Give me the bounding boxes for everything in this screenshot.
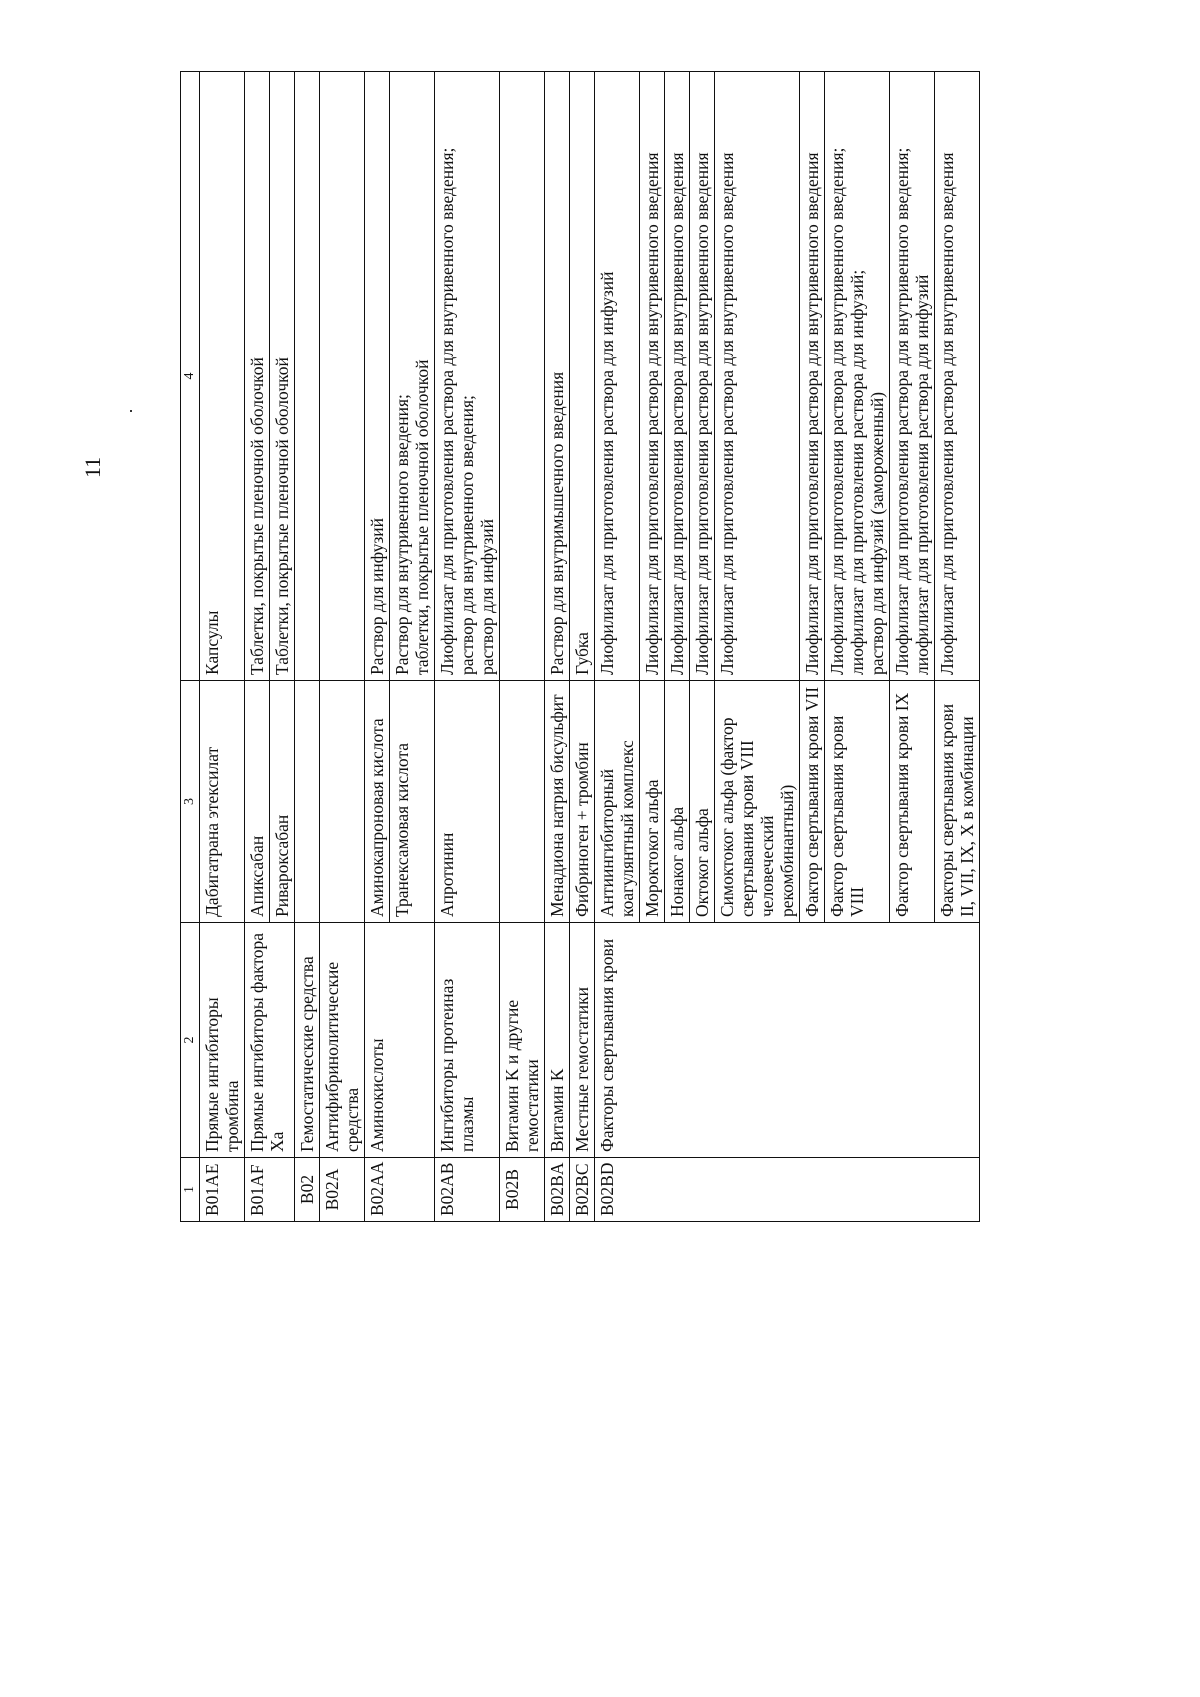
rotated-table-container [180,72,1140,1222]
drug-name: Ривароксабан [270,681,295,923]
drug-name: Антиингибиторный коагулянтный комплекс [595,681,640,923]
drug-name: Фибриноген + тромбин [570,681,595,923]
dosage-form-line: лиофилизат для приготовления раствора для инфузий [912,274,932,675]
drug-name: Менадиона натрия бисульфит [545,681,570,923]
dosage-forms: Раствор для внутримышечного введения [545,72,570,681]
page-number: 11 [80,456,105,478]
drug-name: Фактор свертывания крови VIII [825,681,890,923]
drug-name [320,681,365,923]
drug-name: Мороктоког альфа [640,681,665,923]
atc-group: Прямые ингибиторы тромбина [200,923,245,1158]
dosage-forms [890,72,935,681]
atc-code: B02BD [595,1158,980,1222]
table-row [295,72,320,1222]
drug-name [500,681,545,923]
dosage-form-line: раствор для внутривенного введения; [457,395,477,675]
dosage-forms: Лиофилизат для приготовления раствора для внутривенного введения [715,72,800,681]
drug-name: Апротинин [435,681,500,923]
dosage-forms: Лиофилизат для приготовления раствора для инфузий [595,72,640,681]
dosage-forms: Лиофилизат для приготовления раствора для внутривенного введения [665,72,690,681]
table-row [435,72,500,1222]
dosage-form-line: Лиофилизат для приготовления раствора для внутривенного введения; [892,147,912,675]
scan-speck [130,410,132,412]
atc-code: B02AB [435,1158,500,1222]
dosage-forms: Лиофилизат для приготовления раствора для внутривенного введения [935,72,980,681]
atc-group: Ингибиторы протеиназ плазмы [435,923,500,1158]
dosage-forms [825,72,890,681]
header-col-1: 1 [181,1158,200,1222]
drug-name: Дабигатрана этексилат [200,681,245,923]
table-row [595,72,640,1222]
table-row [500,72,545,1222]
drug-name: Апиксабан [245,681,270,923]
drug-name: Октоког альфа [690,681,715,923]
atc-group: Витамин K и другие гемостатики [500,923,545,1158]
table-row [545,72,570,1222]
drug-name: Нонаког альфа [665,681,690,923]
dosage-forms [435,72,500,681]
dosage-forms: Лиофилизат для приготовления раствора для внутривенного введения [690,72,715,681]
atc-group: Витамин K [545,923,570,1158]
dosage-forms [390,72,435,681]
drug-name: Аминокапроновая кислота [365,681,390,923]
dosage-forms [500,72,545,681]
dosage-form-line: Раствор для внутривенного введения; [392,394,412,675]
header-col-2: 2 [181,923,200,1158]
dosage-form-line: Лиофилизат для приготовления раствора для внутривенного введения; [827,147,847,675]
table-row [365,72,390,1222]
atc-code: B02BA [545,1158,570,1222]
drug-name: Симоктоког альфа (фактор свертывания крови VIII человеческий рекомбинантный) [715,681,800,923]
dosage-form-line: раствор для инфузий [477,518,497,675]
drug-table [180,71,980,1222]
table-row [320,72,365,1222]
atc-code: B01AF [245,1158,295,1222]
atc-code: B02AA [365,1158,435,1222]
atc-code: B02BC [570,1158,595,1222]
drug-name [295,681,320,923]
dosage-forms: Лиофилизат для приготовления раствора для внутривенного введения [640,72,665,681]
dosage-form-line: раствор для инфузий (замороженный) [867,391,887,675]
atc-code: B02 [295,1158,320,1222]
atc-group: Гемостатические средства [295,923,320,1158]
table-row [570,72,595,1222]
dosage-forms [320,72,365,681]
dosage-form-line: Лиофилизат для приготовления раствора для внутривенного введения; [437,147,457,675]
dosage-forms [295,72,320,681]
dosage-forms: Лиофилизат для приготовления раствора для внутривенного введения [800,72,825,681]
dosage-form-line: таблетки, покрытые пленочной оболочкой [412,359,432,675]
header-col-3: 3 [181,681,200,923]
atc-group: Факторы свертывания крови [595,923,980,1158]
atc-group: Аминокислоты [365,923,435,1158]
dosage-forms: Капсулы [200,72,245,681]
drug-name: Фактор свертывания крови IX [890,681,935,923]
dosage-forms: Губка [570,72,595,681]
table-row [245,72,270,1222]
atc-group: Местные гемостатики [570,923,595,1158]
atc-group: Антифибринолитические средства [320,923,365,1158]
drug-name: Фактор свертывания крови VII [800,681,825,923]
dosage-forms: Раствор для инфузий [365,72,390,681]
header-row [181,72,200,1222]
atc-group: Прямые ингибиторы фактора Xa [245,923,295,1158]
header-col-4: 4 [181,72,200,681]
drug-name: Транексамовая кислота [390,681,435,923]
atc-code: B02B [500,1158,545,1222]
atc-code: B02A [320,1158,365,1222]
dosage-forms: Таблетки, покрытые пленочной оболочкой [270,72,295,681]
table-row [200,72,245,1222]
atc-code: B01AE [200,1158,245,1222]
drug-name: Факторы свертывания крови II, VII, IX, X в комбинации [935,681,980,923]
dosage-form-line: лиофилизат для приготовления раствора для инфузий; [847,269,867,675]
dosage-forms: Таблетки, покрытые пленочной оболочкой [245,72,270,681]
